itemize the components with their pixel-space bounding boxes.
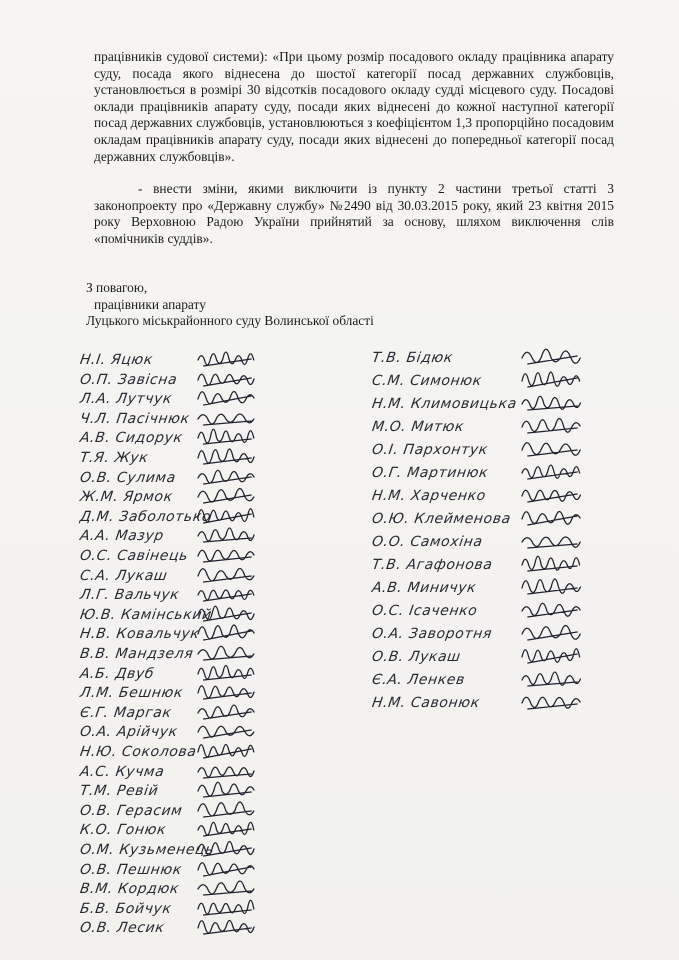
signatory-name: С.М. Симонюк bbox=[370, 373, 483, 389]
signatory-name: Л.А. Лутчук bbox=[78, 391, 174, 408]
body-paragraph-2: - внести зміни, якими виключити із пункту 2 частини третьої статті 3 законопроекту про «Державну службу» №2490 від 30.03.2015 року, який 23 квітня 2015 року Верховною Радою України прийнятий за основу, шляхом виключення слів «помічників суддів». bbox=[94, 181, 614, 246]
signatory-name: Є.А. Ленкев bbox=[370, 672, 467, 688]
signatory-name: Н.І. Яцюк bbox=[78, 352, 155, 368]
signatory-name: О.П. Завісна bbox=[78, 371, 179, 388]
signatory-name: О.В. Герасим bbox=[78, 802, 184, 819]
signatory-name: Н.М. Климовицька bbox=[370, 396, 518, 412]
signatory-name: Н.М. Савонюк bbox=[370, 695, 481, 711]
signature-entry bbox=[80, 920, 260, 946]
signatory-name: Т.В. Бідюк bbox=[370, 350, 455, 366]
signatory-name: О.А. Заворотня bbox=[370, 626, 494, 642]
signatory-name: Д.М. Заболотько bbox=[78, 508, 213, 525]
signatory-name: О.С. Савінець bbox=[78, 548, 190, 564]
signature-entry bbox=[372, 695, 586, 721]
closing-signatories: працівники апарату bbox=[94, 296, 206, 312]
signatory-name: Б.В. Бойчук bbox=[78, 900, 173, 917]
signatory-name: О.А. Арійчук bbox=[78, 724, 179, 741]
signatory-name: В.В. Мандзеля bbox=[78, 646, 195, 662]
signatory-name: О.В. Пешнюк bbox=[78, 861, 184, 878]
signatory-name: С.А. Лукаш bbox=[78, 567, 169, 584]
signatory-name: Ч.Л. Пасічнюк bbox=[78, 410, 191, 427]
signatory-name: Л.М. Бешнюк bbox=[78, 685, 185, 702]
closing-organization: Луцького міськрайонного суду Волинської області bbox=[86, 313, 374, 329]
signatory-name: Т.Я. Жук bbox=[78, 450, 150, 466]
signatory-name: О.І. Пархонтук bbox=[370, 442, 489, 458]
signatory-name: О.В. Лесик bbox=[78, 920, 166, 937]
signatory-name: А.Б. Двуб bbox=[78, 665, 156, 682]
signatory-name: А.В. Сидорук bbox=[78, 430, 184, 447]
signatory-name: Є.Г. Маргак bbox=[78, 704, 173, 721]
signatory-name: А.С. Кучма bbox=[78, 763, 166, 780]
signatory-name: О.О. Самохіна bbox=[370, 534, 484, 550]
signatory-name: А.В. Миничук bbox=[370, 580, 478, 596]
signatory-name: О.С. Ісаченко bbox=[370, 603, 479, 619]
signatory-name: О.В. Сулима bbox=[78, 469, 177, 486]
signatory-name: О.М. Кузьменець bbox=[78, 842, 216, 858]
signatory-name: А.А. Мазур bbox=[78, 528, 165, 545]
signatory-name: Т.В. Агафонова bbox=[370, 557, 494, 573]
signatory-name: Ю.В. Камінський bbox=[78, 606, 213, 623]
signatory-name: Т.М. Ревій bbox=[78, 783, 160, 800]
signatory-name: К.О. Гонюк bbox=[78, 822, 168, 839]
signatory-name: В.М. Кордюк bbox=[78, 881, 181, 898]
signatory-name: О.Ю. Клейменова bbox=[370, 511, 512, 527]
handwritten-signature bbox=[522, 689, 586, 719]
signatory-name: Н.Ю. Соколова bbox=[78, 744, 198, 760]
handwritten-signature bbox=[198, 914, 260, 944]
signatory-name: Л.Г. Вальчук bbox=[78, 587, 181, 604]
signatory-name: Н.В. Ковальчук bbox=[78, 626, 201, 643]
closing-salutation: З повагою, bbox=[86, 280, 148, 295]
signatory-name: Н.М. Харченко bbox=[370, 488, 487, 504]
signatory-name: Ж.М. Ярмок bbox=[78, 489, 174, 506]
signatory-name: М.О. Митюк bbox=[370, 419, 466, 435]
signatory-name: О.Г. Мартинюк bbox=[370, 465, 490, 481]
signatory-name: О.В. Лукаш bbox=[370, 649, 462, 665]
body-paragraph-1: працівників судової системи): «При цьому розмір посадового окладу працівника апарату суду, посада якого віднесена до шостої категорії посад державних службовців, установлюється в розмірі 30 відсотків посадового окладу судді місцевого суду. Посадові оклади працівників апарату суду, посади яких віднесені до кожної наступної категорії посад державних службовців, установлюються з коефіцієнтом 1,3 пропорційно посадовим окладам працівників апарату суду, посади яких віднесені до попередньої категорії посад державних службовців». bbox=[94, 49, 614, 164]
